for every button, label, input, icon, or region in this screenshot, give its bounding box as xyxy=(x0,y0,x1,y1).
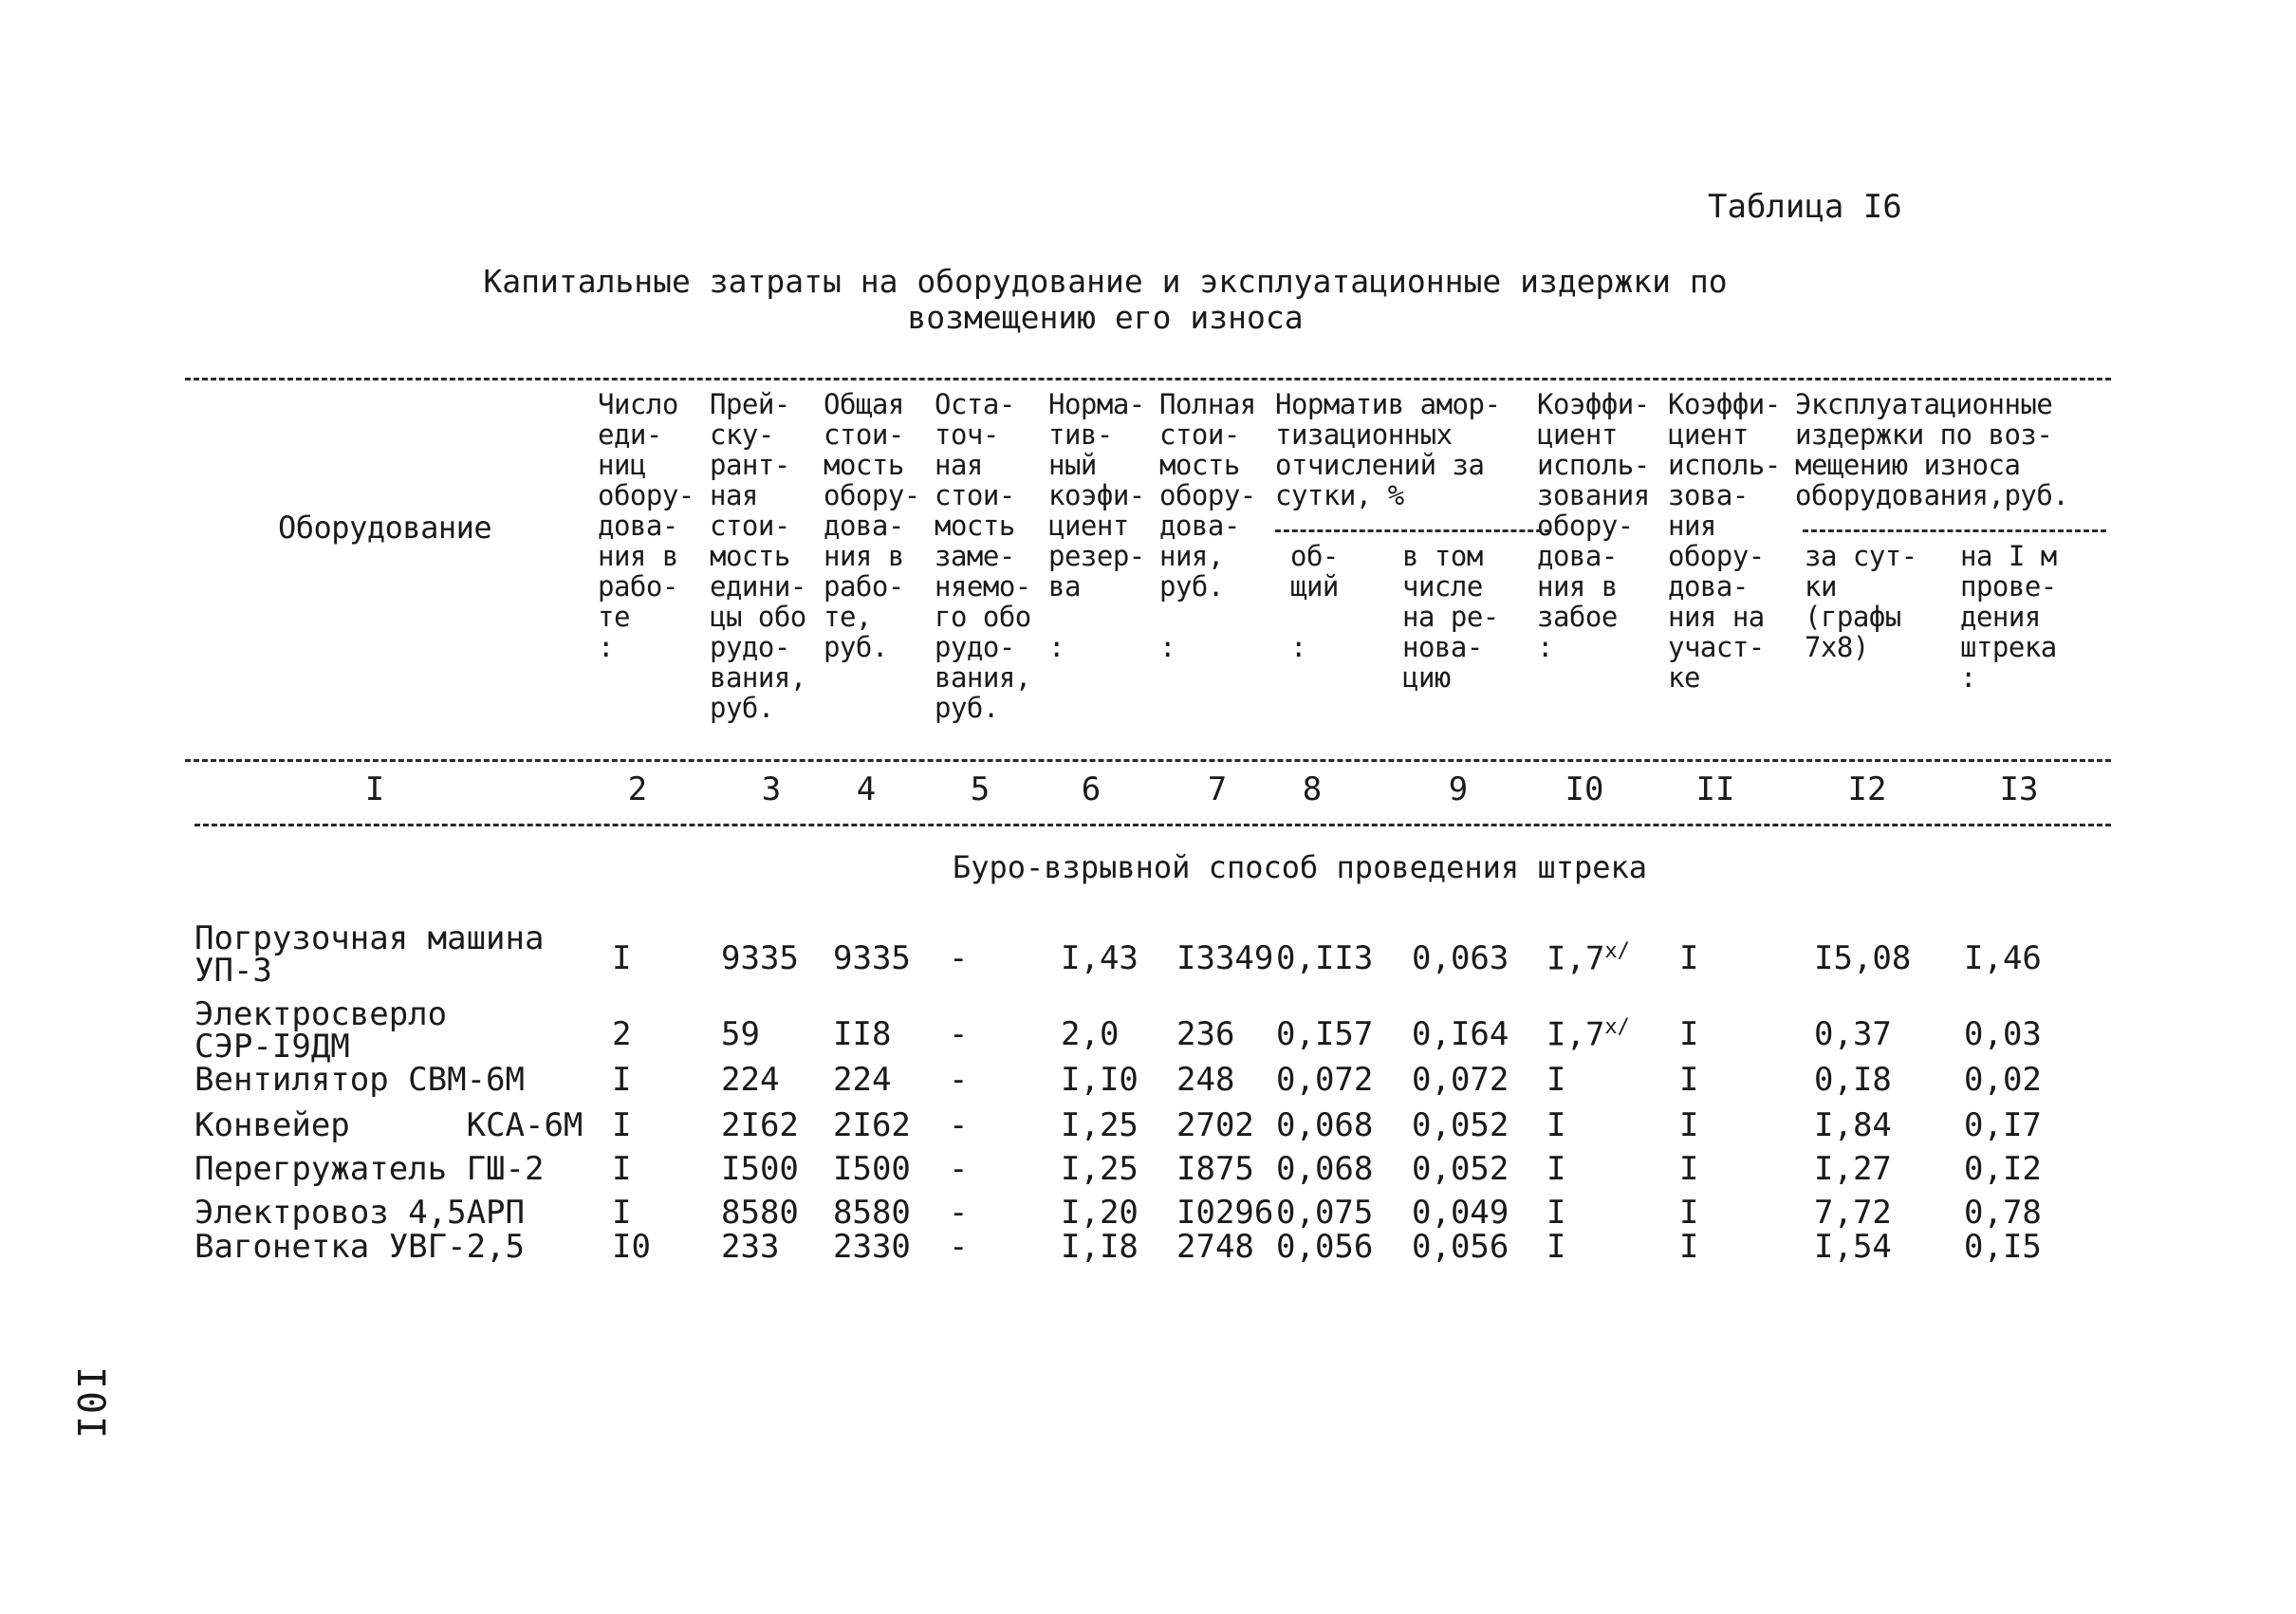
cell-cost-per-day: 7,72 xyxy=(1814,1194,1892,1232)
header-cost-per-day: за сут- ки (графы 7х8) xyxy=(1805,540,1917,663)
cell-reserve-coef: I,25 xyxy=(1061,1106,1139,1144)
cell-cost-per-day: 0,37 xyxy=(1814,1015,1892,1053)
cell-equipment: Перегружатель ГШ-2 xyxy=(194,1150,545,1188)
header-top-rule xyxy=(185,378,2111,380)
cell-unit-price: 224 xyxy=(721,1061,780,1099)
cell-equipment: Вентилятор СВМ-6М xyxy=(194,1061,525,1099)
cell-amort-renovation: 0,052 xyxy=(1412,1150,1509,1188)
cell-total-cost: 224 xyxy=(833,1061,892,1099)
col-number-11: II xyxy=(1695,770,1735,808)
cell-amort-total: 0,068 xyxy=(1276,1150,1374,1188)
cell-cost-per-day: I,27 xyxy=(1814,1150,1892,1188)
cell-coef-face: I xyxy=(1546,1194,1566,1232)
cell-equipment: Вагонетка УВГ-2,5 xyxy=(194,1228,525,1266)
cell-equipment: Конвейер КСА-6М xyxy=(194,1106,583,1144)
table-row xyxy=(0,1106,2296,1144)
cell-unit-price: 2I62 xyxy=(721,1106,799,1144)
table-row xyxy=(0,1061,2296,1099)
cell-full-cost: 248 xyxy=(1176,1061,1235,1099)
cell-cost-per-meter: 0,02 xyxy=(1964,1061,2042,1099)
cell-equipment-line1: Погрузочная машина xyxy=(194,919,545,957)
cell-coef-site: I xyxy=(1679,1015,1699,1053)
cell-units: I xyxy=(612,1194,632,1232)
cell-coef-face: I xyxy=(1546,1106,1566,1144)
cell-coef-face xyxy=(1546,939,1630,977)
table-row xyxy=(0,995,2296,1066)
col-number-3: 3 xyxy=(761,770,782,808)
cell-equipment-line1: Электросверло xyxy=(194,995,448,1033)
header-operating-costs: Эксплуатационные издержки по воз- мещению износа оборудования,руб. xyxy=(1795,388,2069,511)
cell-full-cost: I875 xyxy=(1176,1150,1254,1188)
cell-units: I xyxy=(612,1150,632,1188)
header-reserve-coef: Норма- тив- ный коэфи- циент резер- ва : xyxy=(1048,388,1145,663)
cell-full-cost: 236 xyxy=(1176,1015,1235,1053)
cell-full-cost: I0296 xyxy=(1176,1194,1274,1232)
cell-reserve-coef: I,I0 xyxy=(1061,1061,1139,1099)
cell-amort-total: 0,072 xyxy=(1276,1061,1374,1099)
cell-cost-per-day: I,84 xyxy=(1814,1106,1892,1144)
cell-cost-per-meter: 0,I7 xyxy=(1964,1106,2042,1144)
table-row xyxy=(0,1150,2296,1188)
cell-amort-renovation: 0,063 xyxy=(1412,939,1509,977)
cell-reserve-coef: I,25 xyxy=(1061,1150,1139,1188)
header-units: Число еди- ниц обору- дова- ния в рабо- те : xyxy=(598,388,694,663)
cell-reserve-coef: I,43 xyxy=(1061,939,1139,977)
cell-reserve-coef: I,I8 xyxy=(1061,1228,1139,1266)
cell-total-cost: 9335 xyxy=(833,939,911,977)
section-title: Буро-взрывной способ проведения штрека xyxy=(952,849,1648,885)
cell-units: 2 xyxy=(612,1015,632,1053)
col-number-9: 9 xyxy=(1448,770,1469,808)
cell-units: I0 xyxy=(612,1228,651,1266)
cell-unit-price: 59 xyxy=(721,1015,760,1053)
cell-units: I xyxy=(612,939,632,977)
cell-cost-per-meter: 0,I2 xyxy=(1964,1150,2042,1188)
header-bottom-rule xyxy=(185,759,2111,762)
col-numbers-rule xyxy=(194,824,2111,826)
col-number-5: 5 xyxy=(970,770,991,808)
cell-amort-total: 0,075 xyxy=(1276,1194,1374,1232)
header-cost-per-meter: на I м прове- дения штрека : xyxy=(1960,540,2057,694)
header-total-cost: Общая стои- мость обору- дова- ния в рабо- те, руб. xyxy=(824,388,920,663)
col-number-2: 2 xyxy=(627,770,648,808)
cell-amort-total: 0,II3 xyxy=(1276,939,1374,977)
cell-units: I xyxy=(612,1061,632,1099)
col-number-13: I3 xyxy=(1999,770,2039,808)
cell-cost-per-day: I,54 xyxy=(1814,1228,1892,1266)
header-split-rule-amort xyxy=(1275,529,1550,532)
cell-residual-cost: - xyxy=(949,1228,969,1266)
table-title xyxy=(455,264,1755,336)
cell-residual-cost: - xyxy=(949,1015,969,1053)
footnote-mark: х/ xyxy=(1604,1015,1630,1039)
cell-cost-per-meter: 0,I5 xyxy=(1964,1228,2042,1266)
header-split-rule-costs xyxy=(1803,529,2106,532)
table-row xyxy=(0,919,2296,990)
cell-equipment xyxy=(194,995,448,1066)
header-coef-site: Коэффи- циент исполь- зова- ния обору- дова- ния на участ- ке xyxy=(1668,388,1781,694)
cell-residual-cost: - xyxy=(949,1061,969,1099)
cell-coef-site: I xyxy=(1679,1106,1699,1144)
header-equipment: Оборудование xyxy=(278,510,492,546)
cell-full-cost: 2702 xyxy=(1176,1106,1254,1144)
cell-equipment xyxy=(194,919,545,990)
col-number-10: I0 xyxy=(1565,770,1604,808)
cell-full-cost: 2748 xyxy=(1176,1228,1254,1266)
page-number: I0I xyxy=(68,1366,112,1441)
cell-amort-total: 0,056 xyxy=(1276,1228,1374,1266)
cell-amort-renovation: 0,I64 xyxy=(1412,1015,1509,1053)
cell-cost-per-day: I5,08 xyxy=(1814,939,1912,977)
header-full-cost: Полная стои- мость обору- дова- ния, руб. : xyxy=(1159,388,1256,663)
page-label: Таблица I6 xyxy=(1708,188,1902,226)
table-row xyxy=(0,1228,2296,1266)
cell-amort-renovation: 0,049 xyxy=(1412,1194,1509,1232)
cell-coef-face: I xyxy=(1546,1150,1566,1188)
col-number-4: 4 xyxy=(856,770,877,808)
cell-equipment-line2: СЭР-I9ДМ xyxy=(194,1028,350,1066)
cell-coef-face-value: I,7 xyxy=(1546,1015,1605,1054)
cell-residual-cost: - xyxy=(949,1106,969,1144)
col-number-8: 8 xyxy=(1302,770,1323,808)
cell-total-cost: 2I62 xyxy=(833,1106,911,1144)
cell-coef-site: I xyxy=(1679,1228,1699,1266)
cell-total-cost: 2330 xyxy=(833,1228,911,1266)
cell-reserve-coef: 2,0 xyxy=(1061,1015,1120,1053)
cell-coef-site: I xyxy=(1679,1194,1699,1232)
cell-coef-face: I xyxy=(1546,1228,1566,1266)
col-number-6: 6 xyxy=(1081,770,1102,808)
table-title-line-1: Капитальные затраты на оборудование и эксплуатационные издержки по xyxy=(483,263,1728,300)
cell-equipment: Электровоз 4,5АРП xyxy=(194,1194,525,1232)
col-number-7: 7 xyxy=(1207,770,1228,808)
cell-unit-price: 9335 xyxy=(721,939,799,977)
cell-coef-face-value: I,7 xyxy=(1546,939,1605,978)
cell-cost-per-meter: 0,03 xyxy=(1964,1015,2042,1053)
col-number-12: I2 xyxy=(1847,770,1887,808)
cell-unit-price: I500 xyxy=(721,1150,799,1188)
cell-coef-site: I xyxy=(1679,939,1699,977)
cell-coef-site: I xyxy=(1679,1150,1699,1188)
cell-amort-renovation: 0,052 xyxy=(1412,1106,1509,1144)
cell-total-cost: II8 xyxy=(833,1015,892,1053)
header-amort-total: об- щий : xyxy=(1290,540,1339,663)
cell-equipment-line2: УП-3 xyxy=(194,952,272,990)
col-number-1: I xyxy=(364,770,385,808)
cell-residual-cost: - xyxy=(949,1150,969,1188)
cell-unit-price: 8580 xyxy=(721,1194,799,1232)
cell-cost-per-meter: I,46 xyxy=(1964,939,2042,977)
cell-coef-face: I xyxy=(1546,1061,1566,1099)
cell-residual-cost: - xyxy=(949,1194,969,1232)
cell-cost-per-meter: 0,78 xyxy=(1964,1194,2042,1232)
cell-units: I xyxy=(612,1106,632,1144)
cell-reserve-coef: I,20 xyxy=(1061,1194,1139,1232)
cell-cost-per-day: 0,I8 xyxy=(1814,1061,1892,1099)
cell-amort-renovation: 0,056 xyxy=(1412,1228,1509,1266)
table-row xyxy=(0,1194,2296,1232)
cell-total-cost: I500 xyxy=(833,1150,911,1188)
cell-amort-renovation: 0,072 xyxy=(1412,1061,1509,1099)
cell-full-cost: I3349 xyxy=(1176,939,1274,977)
cell-unit-price: 233 xyxy=(721,1228,780,1266)
cell-amort-total: 0,068 xyxy=(1276,1106,1374,1144)
footnote-mark: х/ xyxy=(1604,939,1630,963)
header-amort-renovation: в том числе на ре- нова- цию xyxy=(1402,540,1499,694)
header-amortization: Норматив амор- тизационных отчислений за сутки, % xyxy=(1275,388,1501,511)
cell-coef-site: I xyxy=(1679,1061,1699,1099)
table-title-line-2: возмещению его износа xyxy=(907,299,1304,336)
header-unit-price: Прей- ску- рант- ная стои- мость едини- цы обо рудо- вания, руб. xyxy=(710,388,806,724)
header-residual-cost: Оста- точ- ная стои- мость заме- няемо- го обо рудо- вания, руб. xyxy=(935,388,1031,724)
cell-amort-total: 0,I57 xyxy=(1276,1015,1374,1053)
cell-coef-face xyxy=(1546,1015,1630,1053)
cell-residual-cost: - xyxy=(949,939,969,977)
cell-total-cost: 8580 xyxy=(833,1194,911,1232)
header-coef-face: Коэффи- циент исполь- зования обору- дова- ния в забое : xyxy=(1537,388,1650,663)
